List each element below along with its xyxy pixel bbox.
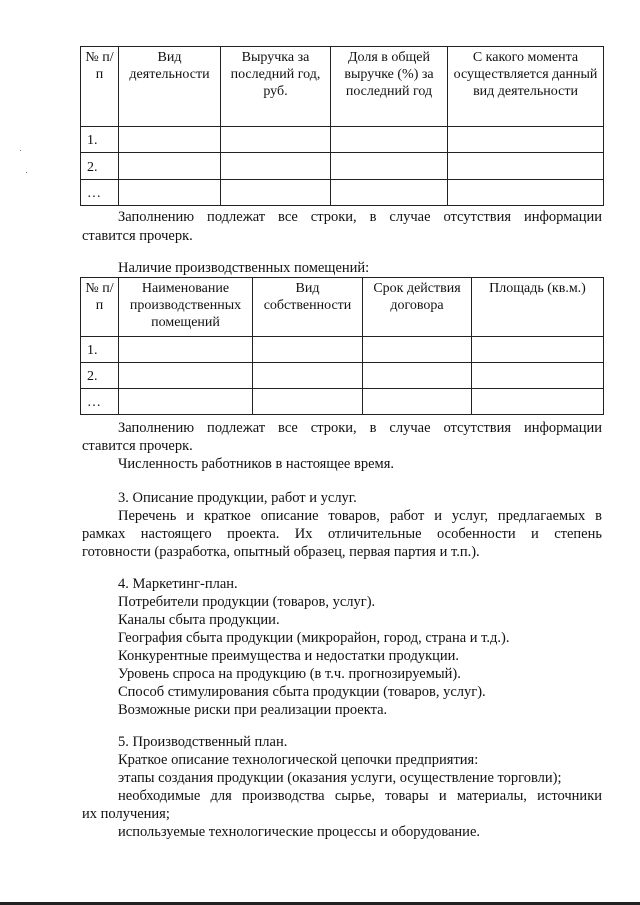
- paragraph-line: этапы создания продукции (оказания услуги, осуществление торговли);: [118, 770, 562, 786]
- paragraph-line: Перечень и краткое описание товаров, работ и услуг, предлагаемых в: [118, 508, 602, 524]
- table-cell: [253, 363, 363, 389]
- section-heading: 4. Маркетинг-план.: [118, 576, 238, 592]
- table-cell: [363, 337, 472, 363]
- column-header: Площадь (кв.м.): [472, 278, 604, 337]
- paragraph-line: рамках настоящего проекта. Их отличительные особенности и степень: [82, 526, 602, 542]
- section-heading: 5. Производственный план.: [118, 734, 288, 750]
- activity-table: [80, 46, 604, 206]
- row-number: …: [81, 389, 119, 415]
- row-number: 1.: [81, 127, 119, 153]
- table-cell: [221, 153, 331, 180]
- premises-title: Наличие производственных помещений:: [118, 260, 370, 276]
- table-row: [81, 363, 604, 389]
- table-cell: [253, 337, 363, 363]
- premises-table: [80, 277, 604, 415]
- table-cell: [472, 337, 604, 363]
- table-cell: [221, 180, 331, 206]
- column-header: Доля в общей выручке (%) за последний год: [331, 47, 448, 127]
- table-row: [81, 127, 604, 153]
- list-item: Уровень спроса на продукцию (в т.ч. прогнозируемый).: [118, 666, 461, 682]
- table-cell: [119, 363, 253, 389]
- table-cell: [119, 153, 221, 180]
- column-header: С какого момента осуществляется данный вид деятельности: [448, 47, 604, 127]
- paragraph-line: их получения;: [82, 806, 170, 822]
- column-header: № п/п: [81, 47, 119, 127]
- table-cell: [221, 127, 331, 153]
- list-item: Возможные риски при реализации проекта.: [118, 702, 388, 718]
- list-item: Потребители продукции (товаров, услуг).: [118, 594, 376, 610]
- row-number: 2.: [81, 363, 119, 389]
- column-header: Вид собственности: [253, 278, 363, 337]
- column-header: Срок действия договора: [363, 278, 472, 337]
- table-cell: [363, 389, 472, 415]
- table-cell: [363, 363, 472, 389]
- scan-speck: [20, 150, 21, 151]
- table-cell: [472, 389, 604, 415]
- table-cell: [331, 180, 448, 206]
- table-cell: [119, 337, 253, 363]
- column-header: № п/п: [81, 278, 119, 337]
- table-row: [81, 153, 604, 180]
- table-cell: [119, 389, 253, 415]
- list-item: Конкурентные преимущества и недостатки продукции.: [118, 648, 460, 664]
- table-cell: [119, 180, 221, 206]
- table-row: [81, 180, 604, 206]
- list-item: Способ стимулирования сбыта продукции (товаров, услуг).: [118, 684, 486, 700]
- paragraph-line: необходимые для производства сырье, товары и материалы, источники: [118, 788, 602, 804]
- row-number: 2.: [81, 153, 119, 180]
- fill-note-line: ставится прочерк.: [82, 228, 193, 244]
- scan-speck: [26, 172, 27, 173]
- column-header: Наименование производственных помещений: [119, 278, 253, 337]
- list-item: Каналы сбыта продукции.: [118, 612, 280, 628]
- table-cell: [253, 389, 363, 415]
- table-cell: [448, 127, 604, 153]
- fill-note-line: ставится прочерк.: [82, 438, 193, 454]
- column-header: Вид деятельности: [119, 47, 221, 127]
- fill-note-line: Заполнению подлежат все строки, в случае отсутствия информации: [118, 209, 602, 225]
- table-cell: [331, 127, 448, 153]
- paragraph-line: используемые технологические процессы и оборудование.: [118, 824, 481, 840]
- fill-note-line: Заполнению подлежат все строки, в случае отсутствия информации: [118, 420, 602, 436]
- table-cell: [119, 127, 221, 153]
- employees-line: Численность работников в настоящее время.: [118, 456, 394, 472]
- table-row: [81, 337, 604, 363]
- table-cell: [448, 180, 604, 206]
- section-heading: 3. Описание продукции, работ и услуг.: [118, 490, 357, 506]
- row-number: …: [81, 180, 119, 206]
- row-number: 1.: [81, 337, 119, 363]
- table-header-row: [81, 47, 604, 127]
- table-cell: [448, 153, 604, 180]
- table-row: [81, 389, 604, 415]
- column-header: Выручка за последний год, руб.: [221, 47, 331, 127]
- table-cell: [472, 363, 604, 389]
- list-item: География сбыта продукции (микрорайон, город, страна и т.д.).: [118, 630, 510, 646]
- paragraph-line: готовности (разработка, опытный образец, первая партия и т.п.).: [82, 544, 480, 560]
- table-cell: [331, 153, 448, 180]
- table-header-row: [81, 278, 604, 337]
- paragraph-line: Краткое описание технологической цепочки предприятия:: [118, 752, 479, 768]
